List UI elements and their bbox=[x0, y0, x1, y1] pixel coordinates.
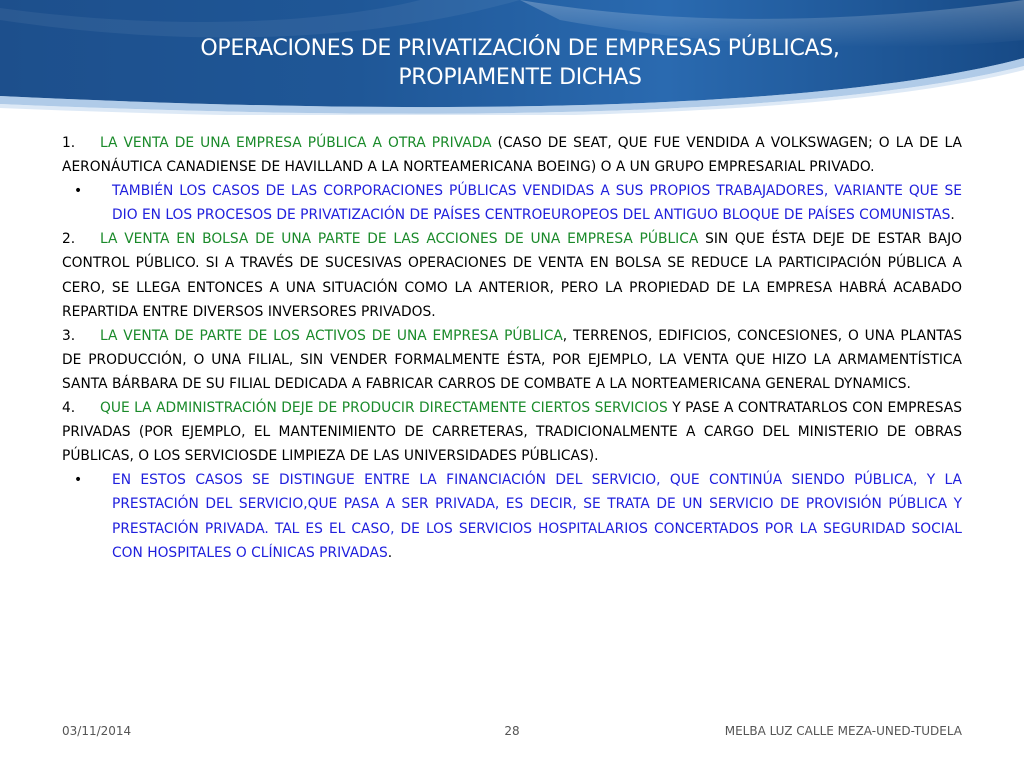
item-highlight: LA VENTA DE PARTE DE LOS ACTIVOS DE UNA EMPRESA PÚBLICA bbox=[100, 327, 563, 344]
item-highlight: EN ESTOS CASOS SE DISTINGUE ENTRE LA FINANCIACIÓN DEL SERVICIO, QUE CONTINÚA SIENDO PÚBLICA, Y LA PRESTACIÓN DEL SERVICIO,QUE PASA A SER PRIVADA, ES DECIR, SE TRATA DE UN SERVICIO DE PROVISIÓN PÚBLICA Y PRESTACIÓN PRIVADA. TAL ES EL CASO, DE LOS SERVICIOS HOSPITALARIOS CONCERTADOS POR LA SEGURIDAD SOCIAL CON HOSPITALES O CLÍNICAS PRIVADAS bbox=[112, 472, 962, 561]
footer-page-number: 28 bbox=[504, 724, 520, 738]
bullet-icon: • bbox=[74, 472, 83, 489]
item-highlight: LA VENTA EN BOLSA DE UNA PARTE DE LAS ACCIONES DE UNA EMPRESA PÚBLICA bbox=[100, 231, 699, 248]
item-highlight: QUE LA ADMINISTRACIÓN DEJE DE PRODUCIR DIRECTAMENTE CIERTOS SERVICIOS bbox=[100, 400, 668, 417]
slide-title bbox=[100, 34, 940, 92]
footer-author: MELBA LUZ CALLE MEZA-UNED-TUDELA bbox=[724, 724, 962, 738]
title-line-2: PROPIAMENTE DICHAS bbox=[398, 65, 642, 90]
list-item-3 bbox=[62, 324, 962, 396]
title-line-1: OPERACIONES DE PRIVATIZACIÓN DE EMPRESAS PÚBLICAS, bbox=[200, 36, 840, 61]
bullet-item-1 bbox=[74, 179, 962, 227]
bullet-item-2 bbox=[74, 468, 962, 564]
item-number: 1. bbox=[62, 135, 76, 151]
item-highlight: LA VENTA DE UNA EMPRESA PÚBLICA A OTRA PRIVADA bbox=[100, 135, 492, 151]
item-number: 4. bbox=[62, 400, 76, 417]
item-text: , TERRENOS, EDIFICIOS, CONCESIONES, O UNA PLANTAS DE PRODUCCIÓN, O UNA FILIAL, SIN VENDER FORMALMENTE ÉSTA, POR EJEMPLO, LA VENTA QUE HIZO LA ARMAMENTÍSTICA SANTA BÁRBARA DE SU FILIAL DEDICADA A FABRICAR CARROS DE COMBATE A LA NORTEAMERICANA GENERAL DYNAMICS. bbox=[62, 327, 962, 392]
item-highlight: TAMBIÉN LOS CASOS DE LAS CORPORACIONES PÚBLICAS VENDIDAS A SUS PROPIOS TRABAJADORES, VARIANTE QUE SE DIO EN LOS PROCESOS DE PRIVATIZACIÓN DE PAÍSES CENTROEUROPEOS DEL ANTIGUO BLOQUE DE PAÍSES COMUNISTAS bbox=[112, 183, 962, 224]
list-item-4 bbox=[62, 396, 962, 468]
item-text: SIN QUE ÉSTA DEJE DE ESTAR BAJO CONTROL PÚBLICO. SI A TRAVÉS DE SUCESIVAS OPERACIONES DE VENTA EN BOLSA SE REDUCE LA PARTICIPACIÓN PÚBLICA A CERO, SE LLEGA ENTONCES A UNA SITUACIÓN COMO LA ANTERIOR, PERO LA PROPIEDAD DE LA EMPRESA HABRÁ ACABADO REPARTIDA ENTRE DIVERSOS INVERSORES PRIVADOS. bbox=[62, 231, 963, 320]
item-text: . bbox=[950, 207, 955, 224]
item-text: . bbox=[387, 544, 393, 561]
item-number: 2. bbox=[62, 231, 76, 248]
bullet-icon: • bbox=[74, 183, 83, 200]
footer-date: 03/11/2014 bbox=[62, 724, 132, 738]
item-text: (CASO DE SEAT, QUE FUE VENDIDA A VOLKSWAGEN; O LA DE LA AERONÁUTICA CANADIENSE DE HAVILLAND A LA NORTEAMERICANA BOEING) O A UN GRUPO EMPRESARIAL PRIVADO. bbox=[62, 135, 962, 176]
item-text: Y PASE A CONTRATARLOS CON EMPRESAS PRIVADAS (POR EJEMPLO, EL MANTENIMIENTO DE CARRETERAS, TRADICIONALMENTE A CARGO DEL MINISTERIO DE OBRAS PÚBLICAS, O LOS SERVICIOSDE LIMPIEZA DE LAS UNIVERSIDADES PÚBLICAS). bbox=[62, 400, 962, 465]
list-item-1 bbox=[62, 131, 962, 179]
item-number: 3. bbox=[62, 327, 76, 344]
slide-body bbox=[62, 131, 962, 565]
list-item-2 bbox=[62, 227, 962, 323]
